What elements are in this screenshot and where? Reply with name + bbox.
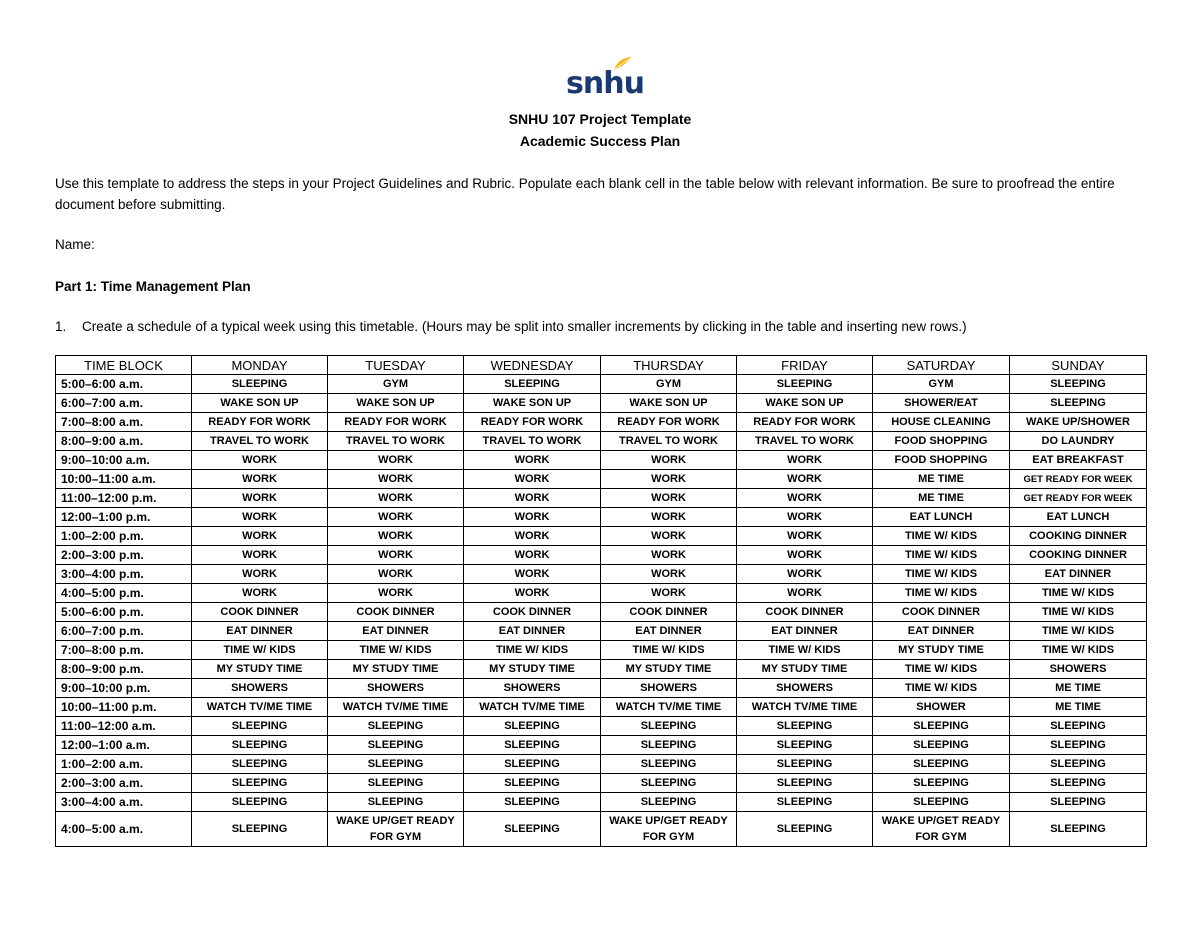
table-row <box>56 489 1147 508</box>
schedule-cell[interactable]: MY STUDY TIME <box>328 660 464 679</box>
time-block-cell[interactable]: 8:00–9:00 p.m. <box>56 660 192 679</box>
schedule-cell[interactable]: TIME W/ KIDS <box>873 527 1010 546</box>
schedule-cell[interactable]: WATCH TV/ME TIME <box>737 698 873 717</box>
schedule-cell[interactable]: SLEEPING <box>1010 774 1147 793</box>
schedule-cell[interactable]: ME TIME <box>1010 698 1147 717</box>
table-row <box>56 793 1147 812</box>
schedule-cell[interactable]: WORK <box>464 451 601 470</box>
schedule-cell[interactable]: TRAVEL TO WORK <box>328 432 464 451</box>
time-block-cell[interactable]: 1:00–2:00 p.m. <box>56 527 192 546</box>
schedule-cell[interactable]: WORK <box>601 584 737 603</box>
time-block-cell[interactable]: 3:00–4:00 a.m. <box>56 793 192 812</box>
time-block-cell[interactable]: 12:00–1:00 p.m. <box>56 508 192 527</box>
table-row <box>56 717 1147 736</box>
schedule-cell[interactable]: SLEEPING <box>737 736 873 755</box>
schedule-cell[interactable]: SLEEPING <box>328 755 464 774</box>
time-block-cell[interactable]: 10:00–11:00 a.m. <box>56 470 192 489</box>
schedule-cell[interactable]: SLEEPING <box>601 736 737 755</box>
schedule-cell[interactable]: TIME W/ KIDS <box>873 660 1010 679</box>
schedule-cell[interactable]: EAT DINNER <box>464 622 601 641</box>
table-row <box>56 698 1147 717</box>
time-block-cell[interactable]: 8:00–9:00 a.m. <box>56 432 192 451</box>
schedule-cell[interactable]: SLEEPING <box>464 812 601 847</box>
schedule-cell[interactable]: SLEEPING <box>737 812 873 847</box>
time-block-cell[interactable]: 7:00–8:00 p.m. <box>56 641 192 660</box>
schedule-cell[interactable]: WORK <box>192 470 328 489</box>
schedule-cell[interactable]: WORK <box>328 527 464 546</box>
schedule-cell[interactable]: WAKE UP/GET READY FOR GYM <box>873 812 1010 847</box>
schedule-cell[interactable]: EAT DINNER <box>601 622 737 641</box>
schedule-cell[interactable]: WORK <box>737 546 873 565</box>
table-row <box>56 660 1147 679</box>
schedule-cell[interactable]: TRAVEL TO WORK <box>601 432 737 451</box>
time-block-cell[interactable]: 6:00–7:00 a.m. <box>56 394 192 413</box>
table-row <box>56 394 1147 413</box>
schedule-cell[interactable]: DO LAUNDRY <box>1010 432 1147 451</box>
step-number: 1. <box>55 319 67 334</box>
schedule-cell[interactable]: TIME W/ KIDS <box>601 641 737 660</box>
time-block-cell[interactable]: 4:00–5:00 p.m. <box>56 584 192 603</box>
table-row <box>56 774 1147 793</box>
schedule-cell[interactable]: WAKE SON UP <box>192 394 328 413</box>
schedule-cell[interactable]: WORK <box>192 546 328 565</box>
schedule-cell[interactable]: WORK <box>737 584 873 603</box>
table-row <box>56 432 1147 451</box>
schedule-cell[interactable]: SHOWER/EAT <box>873 394 1010 413</box>
schedule-cell[interactable]: WORK <box>464 584 601 603</box>
schedule-cell[interactable]: GET READY FOR WEEK <box>1010 470 1147 489</box>
schedule-cell[interactable]: WORK <box>737 565 873 584</box>
table-row <box>56 812 1147 847</box>
time-block-cell[interactable]: 9:00–10:00 a.m. <box>56 451 192 470</box>
schedule-cell[interactable]: WORK <box>737 451 873 470</box>
schedule-cell[interactable]: COOK DINNER <box>464 603 601 622</box>
schedule-cell[interactable]: SLEEPING <box>873 774 1010 793</box>
schedule-cell[interactable]: WORK <box>328 470 464 489</box>
schedule-cell[interactable]: SLEEPING <box>873 755 1010 774</box>
schedule-cell[interactable]: WORK <box>737 527 873 546</box>
schedule-cell[interactable]: SLEEPING <box>464 717 601 736</box>
schedule-cell[interactable]: WORK <box>601 470 737 489</box>
schedule-cell[interactable]: SHOWERS <box>192 679 328 698</box>
schedule-cell[interactable]: WORK <box>601 565 737 584</box>
schedule-cell[interactable]: WORK <box>601 546 737 565</box>
schedule-cell[interactable]: EAT LUNCH <box>1010 508 1147 527</box>
schedule-cell[interactable]: SLEEPING <box>737 774 873 793</box>
schedule-cell[interactable]: WORK <box>737 508 873 527</box>
schedule-cell[interactable]: TIME W/ KIDS <box>873 565 1010 584</box>
schedule-cell[interactable]: TIME W/ KIDS <box>328 641 464 660</box>
time-block-cell[interactable]: 5:00–6:00 a.m. <box>56 375 192 394</box>
schedule-cell[interactable]: SLEEPING <box>873 717 1010 736</box>
column-header: TIME BLOCK <box>56 356 192 375</box>
schedule-cell[interactable]: TIME W/ KIDS <box>1010 641 1147 660</box>
schedule-cell[interactable]: WAKE SON UP <box>328 394 464 413</box>
column-header: WEDNESDAY <box>464 356 601 375</box>
table-row <box>56 413 1147 432</box>
schedule-cell[interactable]: READY FOR WORK <box>328 413 464 432</box>
schedule-cell[interactable]: ME TIME <box>873 470 1010 489</box>
schedule-cell[interactable]: SLEEPING <box>601 755 737 774</box>
schedule-cell[interactable]: SLEEPING <box>328 717 464 736</box>
schedule-cell[interactable]: WORK <box>192 508 328 527</box>
schedule-cell[interactable]: COOK DINNER <box>601 603 737 622</box>
time-block-cell[interactable]: 4:00–5:00 a.m. <box>56 812 192 847</box>
schedule-cell[interactable]: MY STUDY TIME <box>601 660 737 679</box>
schedule-cell[interactable]: SLEEPING <box>737 793 873 812</box>
schedule-cell[interactable]: GYM <box>873 375 1010 394</box>
schedule-cell[interactable]: TIME W/ KIDS <box>737 641 873 660</box>
table-row <box>56 565 1147 584</box>
schedule-cell[interactable]: WATCH TV/ME TIME <box>328 698 464 717</box>
schedule-cell[interactable]: SLEEPING <box>464 736 601 755</box>
schedule-cell[interactable]: WORK <box>192 451 328 470</box>
table-row <box>56 755 1147 774</box>
schedule-cell[interactable]: GYM <box>601 375 737 394</box>
schedule-cell[interactable]: TIME W/ KIDS <box>1010 622 1147 641</box>
time-block-cell[interactable]: 10:00–11:00 p.m. <box>56 698 192 717</box>
schedule-cell[interactable]: EAT DINNER <box>737 622 873 641</box>
schedule-cell[interactable]: ME TIME <box>1010 679 1147 698</box>
table-row <box>56 470 1147 489</box>
schedule-cell[interactable]: TIME W/ KIDS <box>1010 603 1147 622</box>
column-header: SUNDAY <box>1010 356 1147 375</box>
schedule-cell[interactable]: SLEEPING <box>1010 812 1147 847</box>
schedule-cell[interactable]: EAT DINNER <box>873 622 1010 641</box>
schedule-cell[interactable]: WORK <box>464 470 601 489</box>
schedule-cell[interactable]: WORK <box>464 489 601 508</box>
schedule-cell[interactable]: WORK <box>328 508 464 527</box>
schedule-cell[interactable]: SHOWERS <box>737 679 873 698</box>
schedule-cell[interactable]: SHOWERS <box>464 679 601 698</box>
table-row <box>56 527 1147 546</box>
schedule-cell[interactable]: WORK <box>464 565 601 584</box>
schedule-cell[interactable]: MY STUDY TIME <box>464 660 601 679</box>
schedule-cell[interactable]: WORK <box>737 489 873 508</box>
schedule-cell[interactable]: SLEEPING <box>328 793 464 812</box>
schedule-cell[interactable]: WORK <box>328 565 464 584</box>
schedule-cell[interactable]: HOUSE CLEANING <box>873 413 1010 432</box>
schedule-cell[interactable]: SLEEPING <box>328 774 464 793</box>
schedule-cell[interactable]: TIME W/ KIDS <box>873 546 1010 565</box>
schedule-cell[interactable]: ME TIME <box>873 489 1010 508</box>
schedule-cell[interactable]: TRAVEL TO WORK <box>464 432 601 451</box>
leaf-icon <box>612 56 632 72</box>
schedule-cell[interactable]: READY FOR WORK <box>192 413 328 432</box>
schedule-cell[interactable]: SLEEPING <box>464 755 601 774</box>
column-header: MONDAY <box>192 356 328 375</box>
time-block-cell[interactable]: 3:00–4:00 p.m. <box>56 565 192 584</box>
time-block-cell[interactable]: 9:00–10:00 p.m. <box>56 679 192 698</box>
schedule-cell[interactable]: SLEEPING <box>192 736 328 755</box>
table-row <box>56 641 1147 660</box>
time-block-cell[interactable]: 2:00–3:00 p.m. <box>56 546 192 565</box>
schedule-cell[interactable]: WATCH TV/ME TIME <box>464 698 601 717</box>
schedule-cell[interactable]: SLEEPING <box>328 736 464 755</box>
schedule-cell[interactable]: WATCH TV/ME TIME <box>601 698 737 717</box>
schedule-cell[interactable]: SLEEPING <box>1010 394 1147 413</box>
schedule-cell[interactable]: WORK <box>601 489 737 508</box>
schedule-cell[interactable]: READY FOR WORK <box>601 413 737 432</box>
schedule-cell[interactable]: WAKE SON UP <box>737 394 873 413</box>
schedule-cell[interactable]: SLEEPING <box>1010 375 1147 394</box>
schedule-cell[interactable]: SLEEPING <box>601 717 737 736</box>
column-header: TUESDAY <box>328 356 464 375</box>
schedule-cell[interactable]: WORK <box>601 527 737 546</box>
schedule-cell[interactable]: WORK <box>464 546 601 565</box>
table-row <box>56 451 1147 470</box>
schedule-cell[interactable]: SLEEPING <box>1010 755 1147 774</box>
schedule-cell[interactable]: MY STUDY TIME <box>873 641 1010 660</box>
schedule-cell[interactable]: WORK <box>601 508 737 527</box>
table-row <box>56 546 1147 565</box>
schedule-cell[interactable]: WORK <box>192 565 328 584</box>
schedule-cell[interactable]: READY FOR WORK <box>737 413 873 432</box>
schedule-cell[interactable]: SLEEPING <box>192 774 328 793</box>
schedule-cell[interactable]: TRAVEL TO WORK <box>192 432 328 451</box>
schedule-cell[interactable]: SLEEPING <box>192 755 328 774</box>
schedule-cell[interactable]: GYM <box>328 375 464 394</box>
schedule-cell[interactable]: COOKING DINNER <box>1010 546 1147 565</box>
schedule-cell[interactable]: MY STUDY TIME <box>737 660 873 679</box>
table-row <box>56 622 1147 641</box>
schedule-cell[interactable]: COOK DINNER <box>873 603 1010 622</box>
schedule-cell[interactable]: WAKE UP/SHOWER <box>1010 413 1147 432</box>
schedule-cell[interactable]: WAKE UP/GET READY FOR GYM <box>328 812 464 847</box>
time-block-cell[interactable]: 6:00–7:00 p.m. <box>56 622 192 641</box>
schedule-cell[interactable]: SLEEPING <box>464 774 601 793</box>
schedule-cell[interactable]: WORK <box>192 527 328 546</box>
time-block-cell[interactable]: 11:00–12:00 a.m. <box>56 717 192 736</box>
schedule-cell[interactable]: SLEEPING <box>192 793 328 812</box>
time-block-cell[interactable]: 12:00–1:00 a.m. <box>56 736 192 755</box>
table-header-row <box>56 356 1147 375</box>
time-block-cell[interactable]: 7:00–8:00 a.m. <box>56 413 192 432</box>
schedule-cell[interactable]: SLEEPING <box>873 793 1010 812</box>
schedule-cell[interactable]: MY STUDY TIME <box>192 660 328 679</box>
schedule-cell[interactable]: EAT DINNER <box>1010 565 1147 584</box>
schedule-cell[interactable]: SLEEPING <box>873 736 1010 755</box>
schedule-cell[interactable]: WORK <box>328 489 464 508</box>
schedule-cell[interactable]: SLEEPING <box>737 717 873 736</box>
schedule-cell[interactable]: TIME W/ KIDS <box>464 641 601 660</box>
time-block-cell[interactable]: 11:00–12:00 p.m. <box>56 489 192 508</box>
schedule-cell[interactable]: WATCH TV/ME TIME <box>192 698 328 717</box>
schedule-cell[interactable]: TIME W/ KIDS <box>873 584 1010 603</box>
schedule-cell[interactable]: WORK <box>464 508 601 527</box>
schedule-cell[interactable]: COOK DINNER <box>192 603 328 622</box>
schedule-cell[interactable]: EAT BREAKFAST <box>1010 451 1147 470</box>
schedule-cell[interactable]: SHOWERS <box>328 679 464 698</box>
schedule-cell[interactable]: WAKE UP/GET READY FOR GYM <box>601 812 737 847</box>
table-row <box>56 603 1147 622</box>
schedule-cell[interactable]: FOOD SHOPPING <box>873 432 1010 451</box>
schedule-cell[interactable]: SLEEPING <box>464 375 601 394</box>
schedule-cell[interactable]: TIME W/ KIDS <box>1010 584 1147 603</box>
schedule-cell[interactable]: WORK <box>328 584 464 603</box>
schedule-cell[interactable]: WORK <box>737 470 873 489</box>
schedule-cell[interactable]: SLEEPING <box>737 755 873 774</box>
schedule-cell[interactable]: EAT DINNER <box>328 622 464 641</box>
name-label: Name: <box>55 237 95 252</box>
schedule-cell[interactable]: SLEEPING <box>601 793 737 812</box>
schedule-cell[interactable]: EAT DINNER <box>192 622 328 641</box>
table-row <box>56 508 1147 527</box>
table-row <box>56 375 1147 394</box>
schedule-cell[interactable]: SHOWERS <box>601 679 737 698</box>
schedule-cell[interactable]: TIME W/ KIDS <box>873 679 1010 698</box>
document-title: SNHU 107 Project Template <box>508 111 692 127</box>
time-block-cell[interactable]: 2:00–3:00 a.m. <box>56 774 192 793</box>
schedule-cell[interactable]: SHOWERS <box>1010 660 1147 679</box>
schedule-cell[interactable]: WAKE SON UP <box>601 394 737 413</box>
schedule-cell[interactable]: SLEEPING <box>1010 793 1147 812</box>
schedule-cell[interactable]: EAT LUNCH <box>873 508 1010 527</box>
schedule-cell[interactable]: SLEEPING <box>464 793 601 812</box>
snhu-logo <box>566 56 644 102</box>
schedule-cell[interactable]: READY FOR WORK <box>464 413 601 432</box>
part-heading: Part 1: Time Management Plan <box>55 279 251 294</box>
document-subtitle: Academic Success Plan <box>519 133 681 149</box>
schedule-cell[interactable]: WAKE SON UP <box>464 394 601 413</box>
time-block-cell[interactable]: 5:00–6:00 p.m. <box>56 603 192 622</box>
table-row <box>56 736 1147 755</box>
schedule-cell[interactable]: TRAVEL TO WORK <box>737 432 873 451</box>
column-header: FRIDAY <box>737 356 873 375</box>
schedule-cell[interactable]: SLEEPING <box>1010 736 1147 755</box>
schedule-cell[interactable]: COOK DINNER <box>737 603 873 622</box>
table-row <box>56 679 1147 698</box>
schedule-cell[interactable]: SLEEPING <box>192 812 328 847</box>
schedule-cell[interactable]: WORK <box>464 527 601 546</box>
schedule-cell[interactable]: WORK <box>192 584 328 603</box>
time-block-cell[interactable]: 1:00–2:00 a.m. <box>56 755 192 774</box>
schedule-cell[interactable]: SLEEPING <box>192 375 328 394</box>
schedule-cell[interactable]: WORK <box>192 489 328 508</box>
schedule-cell[interactable]: COOKING DINNER <box>1010 527 1147 546</box>
table-row <box>56 584 1147 603</box>
schedule-cell[interactable]: GET READY FOR WEEK <box>1010 489 1147 508</box>
schedule-cell[interactable]: SLEEPING <box>192 717 328 736</box>
schedule-cell[interactable]: COOK DINNER <box>328 603 464 622</box>
column-header: THURSDAY <box>601 356 737 375</box>
column-header: SATURDAY <box>873 356 1010 375</box>
schedule-cell[interactable]: SLEEPING <box>737 375 873 394</box>
step-1 <box>55 316 1145 337</box>
intro-paragraph: Use this template to address the steps in your Project Guidelines and Rubric. Populate each blank cell in the table below with relevant information. Be sure to proofread the entire document before submitting. <box>55 176 1115 212</box>
schedule-cell[interactable]: WORK <box>328 451 464 470</box>
schedule-cell[interactable]: FOOD SHOPPING <box>873 451 1010 470</box>
schedule-cell[interactable]: WORK <box>601 451 737 470</box>
schedule-cell[interactable]: SHOWER <box>873 698 1010 717</box>
schedule-cell[interactable]: SLEEPING <box>601 774 737 793</box>
schedule-cell[interactable]: TIME W/ KIDS <box>192 641 328 660</box>
step-text: Create a schedule of a typical week using this timetable. (Hours may be split into smaller increments by clicking in the table and inserting new rows.) <box>82 319 967 334</box>
schedule-cell[interactable]: WORK <box>328 546 464 565</box>
schedule-cell[interactable]: SLEEPING <box>1010 717 1147 736</box>
schedule-table <box>55 355 1147 847</box>
logo-wordmark: snhu <box>566 66 644 101</box>
